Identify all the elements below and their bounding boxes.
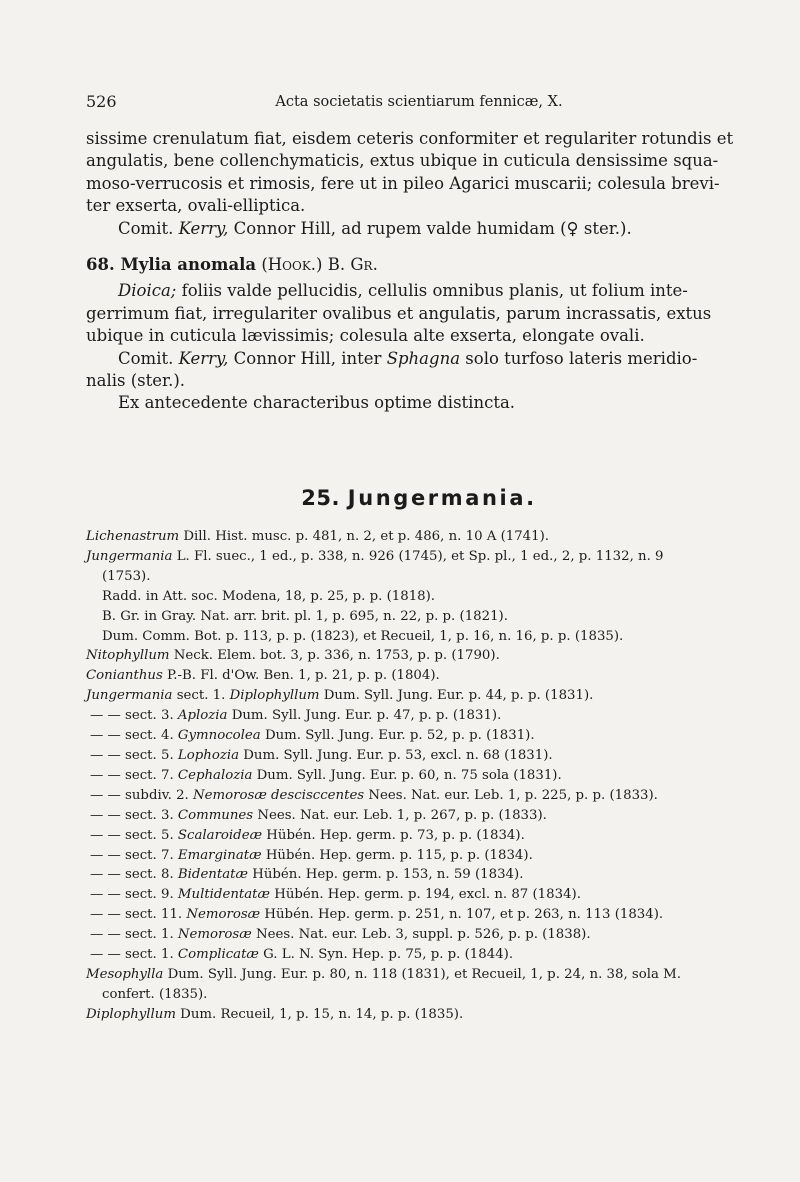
- reference-line: [86, 726, 766, 746]
- reference-line: [86, 945, 766, 965]
- running-title: Acta societatis scientiarum fennicæ, X.: [275, 94, 563, 110]
- reference-text: Hübén. Hep. germ. p. 73, p. p. (1834).: [262, 827, 525, 843]
- text-line: sissime crenulatum fiat, eisdem ceteris conformiter et regulariter rotundis et: [86, 129, 734, 148]
- reference-line: [86, 826, 766, 846]
- main-text: [86, 128, 752, 415]
- synonymy-list: [86, 527, 766, 1025]
- reference-line: [86, 846, 766, 866]
- text-line: ubique in cuticula lævissimis; colesula alte exserta, elongate ovali.: [86, 326, 645, 346]
- reference-text: B. Gr. in Gray. Nat. arr. brit. pl. 1, p. 695, n. 22, p. p. (1821).: [102, 608, 508, 624]
- taxon-name: Multidentatæ: [177, 887, 270, 903]
- reference-text: confert. (1835).: [102, 986, 208, 1002]
- page-header: [86, 92, 752, 116]
- reference-text: L. Fl. suec., 1 ed., p. 338, n. 926 (1745), et Sp. pl., 1 ed., 2, p. 1132, n. 9: [172, 548, 664, 564]
- reference-text: sect. 1.: [172, 688, 230, 704]
- reference-line: [86, 587, 766, 607]
- reference-prefix: — — sect. 7.: [90, 847, 178, 863]
- reference-text: Hübén. Hep. germ. p. 251, n. 107, et p. 263, n. 113 (1834).: [260, 907, 664, 923]
- reference-line: [86, 567, 766, 587]
- taxon-name: Lophozia: [177, 747, 240, 763]
- reference-line: [86, 806, 766, 826]
- reference-line: [86, 885, 766, 905]
- reference-line: [86, 627, 766, 647]
- reference-text: Dum. Comm. Bot. p. 113, p. p. (1823), et Recueil, 1, p. 16, n. 16, p. p. (1835).: [102, 628, 624, 644]
- taxon-name: Emarginatæ: [177, 847, 262, 863]
- taxon-name: Communes: [177, 807, 254, 823]
- taxon-name: Nemorosæ: [186, 907, 261, 923]
- collector-name: Kerry,: [178, 218, 229, 238]
- taxon-name: Aplozia: [177, 708, 228, 724]
- text-line: moso-verrucosis et rimosis, fere ut in pileo Agarici muscarii; colesula brevi-: [86, 173, 720, 193]
- reference-prefix: — — sect. 9.: [90, 887, 178, 903]
- reference-line: [86, 607, 766, 627]
- reference-text: Radd. in Att. soc. Modena, 18, p. 25, p. p. (1818).: [102, 588, 436, 604]
- reference-line: [86, 766, 766, 786]
- reference-text: Nees. Nat. eur. Leb. 3, suppl. p. 526, p. p. (1838).: [251, 927, 591, 943]
- reference-text: Dum. Syll. Jung. Eur. p. 60, n. 75 sola (1831).: [252, 767, 562, 783]
- conclusion: Ex antecedente characteribus optime distincta.: [118, 393, 516, 413]
- taxon-name: Nemorosæ descisccentes: [193, 787, 365, 803]
- diagnosis-paragraph: Dioica; foliis valde pellucidis, cellulis omnibus planis, ut folium inte- gerrimum fiat, irregulariter ovalibus et angulatis, parum incrassatis, extus ubique in cuticula lævissimis; colesula alte exserta, elongate ovali.: [86, 280, 752, 347]
- reference-line: [86, 746, 766, 766]
- reference-prefix: — — sect. 1.: [90, 927, 178, 943]
- reference-text: Dum. Syll. Jung. Eur. p. 52, p. p. (1831).: [260, 728, 535, 744]
- reference-prefix: — — sect. 1.: [90, 947, 178, 963]
- species-number: 68.: [86, 255, 115, 275]
- reference-line: [86, 786, 766, 806]
- taxon-name: Conianthus: [86, 668, 163, 684]
- reference-line: [86, 527, 766, 547]
- reference-line: [86, 686, 766, 706]
- reference-text: Dum. Syll. Jung. Eur. p. 44, p. p. (1831).: [319, 688, 594, 704]
- taxon-name: Cephalozia: [177, 767, 253, 783]
- dioica-term: Dioica;: [118, 281, 177, 301]
- reference-prefix: — — sect. 7.: [90, 767, 178, 783]
- reference-prefix: — — sect. 5.: [90, 747, 178, 763]
- reference-line: [86, 706, 766, 726]
- reference-prefix: — — sect. 3.: [90, 807, 178, 823]
- text-line: ter exserta, ovali-elliptica.: [86, 196, 306, 216]
- section-number: 25.: [301, 486, 340, 510]
- reference-text: Dum. Recueil, 1, p. 15, n. 14, p. p. (1835).: [175, 1006, 464, 1022]
- page-number: 526: [86, 92, 117, 111]
- section-title: Jungermania.: [347, 486, 537, 510]
- reference-text: Neck. Elem. bot. 3, p. 336, n. 1753, p. p. (1790).: [169, 648, 500, 664]
- taxon-name: Bidentatæ: [177, 867, 248, 883]
- taxon-name: Jungermania: [86, 688, 173, 704]
- reference-line: [86, 547, 766, 567]
- text-line: nalis (ster.).: [86, 371, 186, 391]
- reference-line: [86, 985, 766, 1005]
- species-authority: (Hook.) B. Gr.: [256, 255, 378, 275]
- taxon-name: Lichenastrum: [86, 529, 180, 544]
- reference-line: [86, 865, 766, 885]
- locality-paragraph: Comit. Kerry, Connor Hill, ad rupem valde humidam (♀ ster.).: [118, 218, 632, 238]
- reference-text: P.-B. Fl. d'Ow. Ben. 1, p. 21, p. p. (1804).: [162, 668, 440, 684]
- reference-text: (1753).: [102, 568, 151, 584]
- reference-line: [86, 1005, 766, 1025]
- reference-text: Hübén. Hep. germ. p. 115, p. p. (1834).: [261, 847, 533, 863]
- reference-text: Dill. Hist. musc. p. 481, n. 2, et p. 486, n. 10 A (1741).: [179, 529, 550, 544]
- description-paragraph: [86, 128, 752, 218]
- text-line: gerrimum fiat, irregulariter ovalibus et angulatis, parum incrassatis, extus: [86, 303, 712, 323]
- reference-text: Dum. Syll. Jung. Eur. p. 80, n. 118 (1831), et Recueil, 1, p. 24, n. 38, sola M.: [163, 966, 681, 982]
- genus-name: Sphagna: [386, 348, 461, 368]
- taxon-name: Diplophyllum: [229, 688, 320, 704]
- reference-line: [86, 965, 766, 985]
- reference-line: [86, 925, 766, 945]
- taxon-name: Scalaroideæ: [177, 827, 263, 843]
- species-name: Mylia anomala: [114, 255, 257, 275]
- reference-text: Dum. Syll. Jung. Eur. p. 53, excl. n. 68 (1831).: [239, 747, 553, 763]
- reference-text: Nees. Nat. eur. Leb. 1, p. 225, p. p. (1833).: [364, 787, 658, 803]
- species-heading: [86, 254, 752, 276]
- taxon-name: Mesophylla: [86, 966, 164, 982]
- reference-text: Hübén. Hep. germ. p. 194, excl. n. 87 (1834).: [270, 887, 581, 903]
- section-heading: [86, 486, 752, 510]
- reference-line: [86, 905, 766, 925]
- reference-prefix: — — sect. 5.: [90, 827, 178, 843]
- taxon-name: Jungermania: [86, 548, 173, 564]
- taxon-name: Complicatæ: [177, 947, 259, 963]
- reference-text: Nees. Nat. eur. Leb. 1, p. 267, p. p. (1833).: [253, 807, 547, 823]
- taxon-name: Nitophyllum: [86, 648, 170, 664]
- locality-paragraph-2: Comit. Kerry, Connor Hill, inter Sphagna solo turfoso lateris meridio- nalis (ster.).: [86, 348, 752, 393]
- taxon-name: Gymnocolea: [177, 728, 261, 744]
- reference-line: [86, 646, 766, 666]
- reference-prefix: — — sect. 8.: [90, 867, 178, 883]
- taxon-name: Diplophyllum: [86, 1006, 176, 1022]
- reference-prefix: — — subdiv. 2.: [90, 787, 194, 803]
- reference-text: G. L. N. Syn. Hep. p. 75, p. p. (1844).: [258, 947, 514, 963]
- reference-text: Dum. Syll. Jung. Eur. p. 47, p. p. (1831).: [227, 708, 502, 724]
- text-line: angulatis, bene collenchymaticis, extus ubique in cuticula densissime squa-: [86, 151, 719, 171]
- reference-prefix: — — sect. 4.: [90, 728, 178, 744]
- reference-text: Hübén. Hep. germ. p. 153, n. 59 (1834).: [248, 867, 524, 883]
- reference-prefix: — — sect. 11.: [90, 907, 187, 923]
- taxon-name: Nemorosæ: [177, 927, 252, 943]
- collector-name: Kerry,: [178, 348, 229, 368]
- reference-line: [86, 666, 766, 686]
- reference-prefix: — — sect. 3.: [90, 708, 178, 724]
